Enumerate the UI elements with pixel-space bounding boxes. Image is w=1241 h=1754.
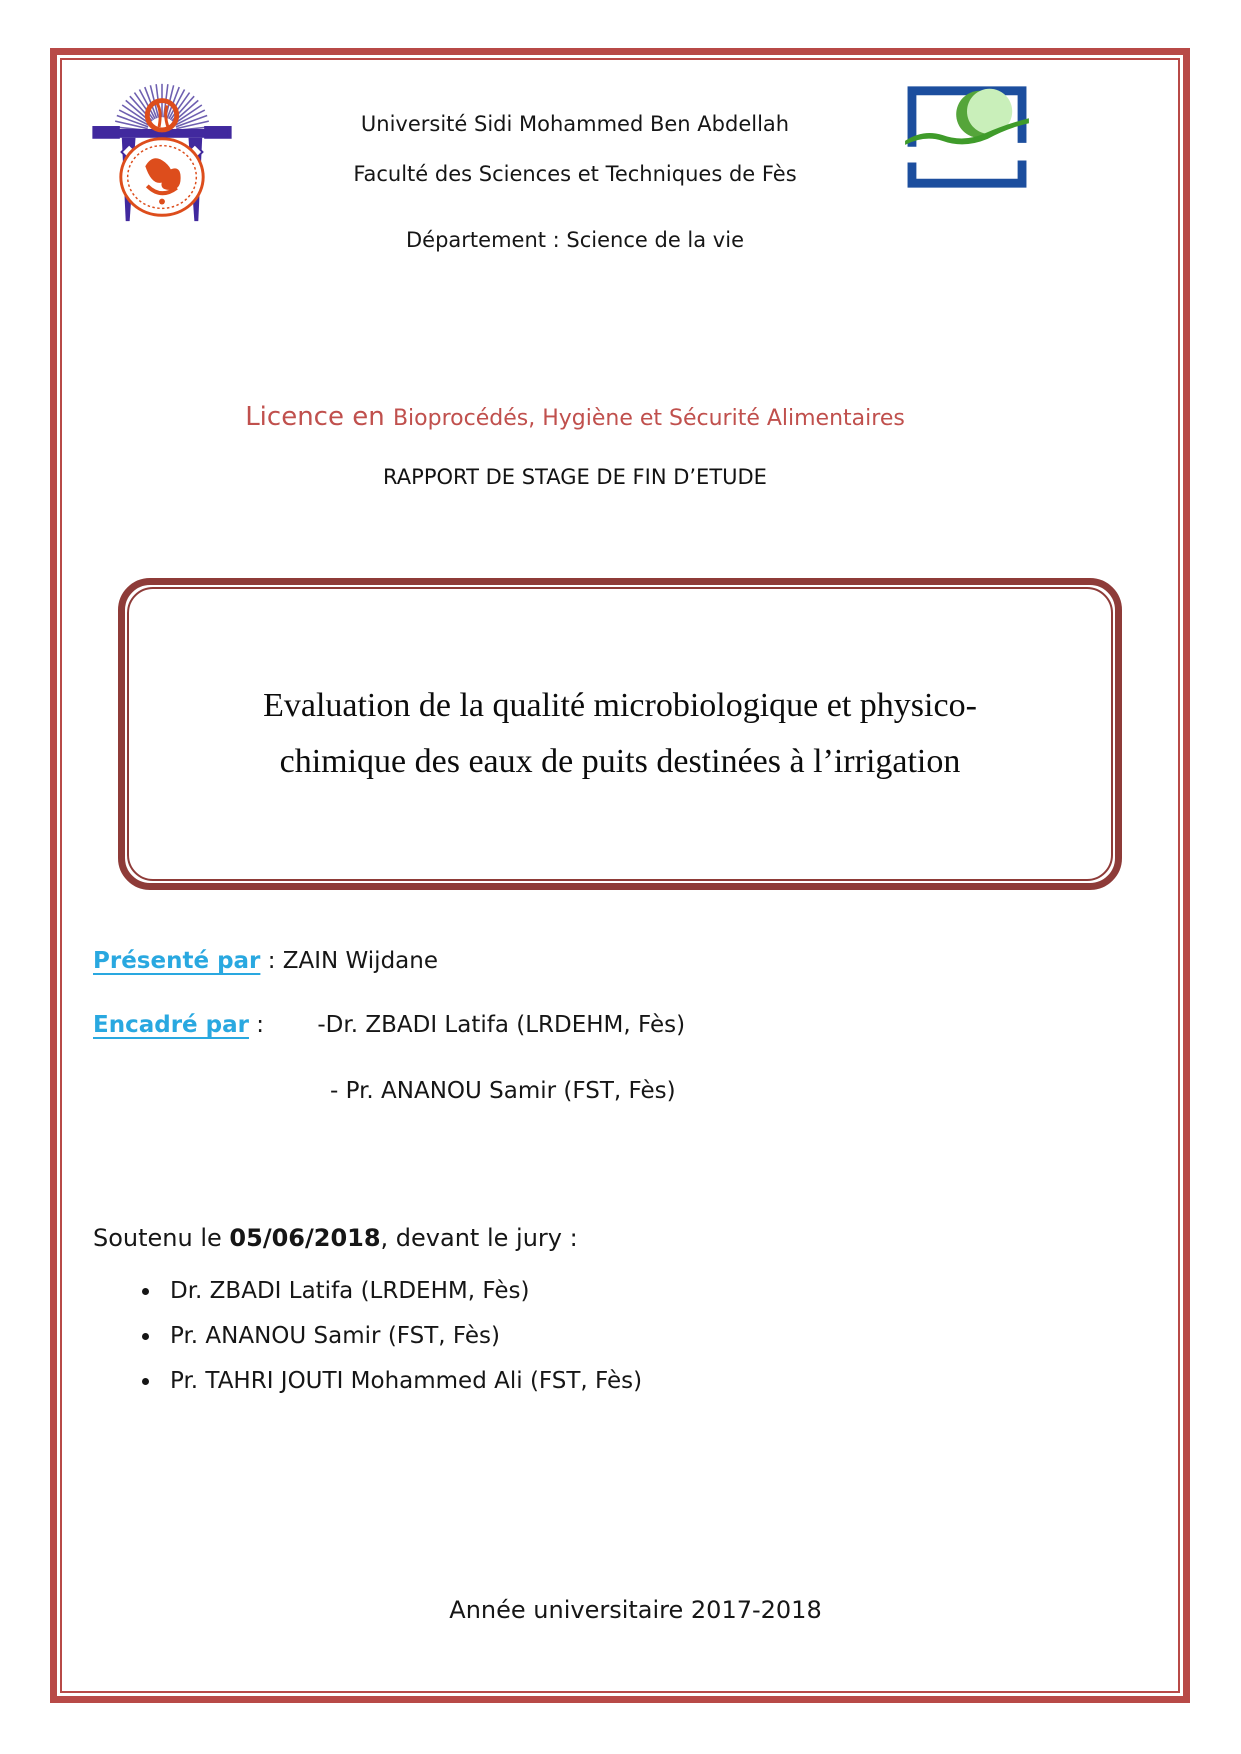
defense-suffix: , devant le jury : <box>380 1224 578 1252</box>
academic-year: Année universitaire 2017-2018 <box>449 1596 822 1624</box>
jury-member-1: • Dr. ZBADI Latifa (LRDEHM, Fès) <box>162 1278 642 1304</box>
defense-date: 05/06/2018 <box>229 1224 381 1252</box>
jury-member-2: • Pr. ANANOU Samir (FST, Fès) <box>162 1323 642 1349</box>
university-name: Université Sidi Mohammed Ben Abdellah <box>360 112 790 136</box>
supervisor-2-row <box>330 1078 676 1104</box>
report-type: RAPPORT DE STAGE DE FIN D’ETUDE <box>383 465 767 489</box>
supervised-by-label: Encadré par <box>93 1012 249 1038</box>
university-emblem-logo <box>88 76 236 228</box>
faculty-name: Faculté des Sciences et Techniques de Fès <box>353 162 797 186</box>
jury-list <box>128 1278 642 1413</box>
supervisor-2: - Pr. ANANOU Samir (FST, Fès) <box>330 1078 676 1104</box>
program-line <box>120 402 1030 432</box>
report-title-line-2: chimique des eaux de puits destinées à l’irrigation <box>279 743 961 780</box>
department-name: Département : Science de la vie <box>406 228 744 252</box>
presented-by-value: ZAIN Wijdane <box>282 948 438 974</box>
supervisor-1: -Dr. ZBADI Latifa (LRDEHM, Fès) <box>317 1012 686 1038</box>
title-box <box>118 578 1122 890</box>
program-level: Licence en <box>245 402 393 432</box>
presented-by-label: Présenté par <box>93 948 261 974</box>
supervised-by-separator: : <box>248 1012 272 1038</box>
title-box-inner <box>127 587 1113 881</box>
presented-by-row <box>93 948 438 974</box>
presented-by-separator: : <box>260 948 283 974</box>
jury-member-3: • Pr. TAHRI JOUTI Mohammed Ali (FST, Fès) <box>162 1368 642 1394</box>
supervised-by-row <box>93 1012 685 1038</box>
program-name: Bioprocédés, Hygiène et Sécurité Alimentaires <box>392 406 905 431</box>
report-title-line-1: Evaluation de la qualité microbiologique et physico- <box>263 687 977 724</box>
defense-line <box>93 1224 578 1252</box>
defense-prefix: Soutenu le <box>93 1224 230 1252</box>
